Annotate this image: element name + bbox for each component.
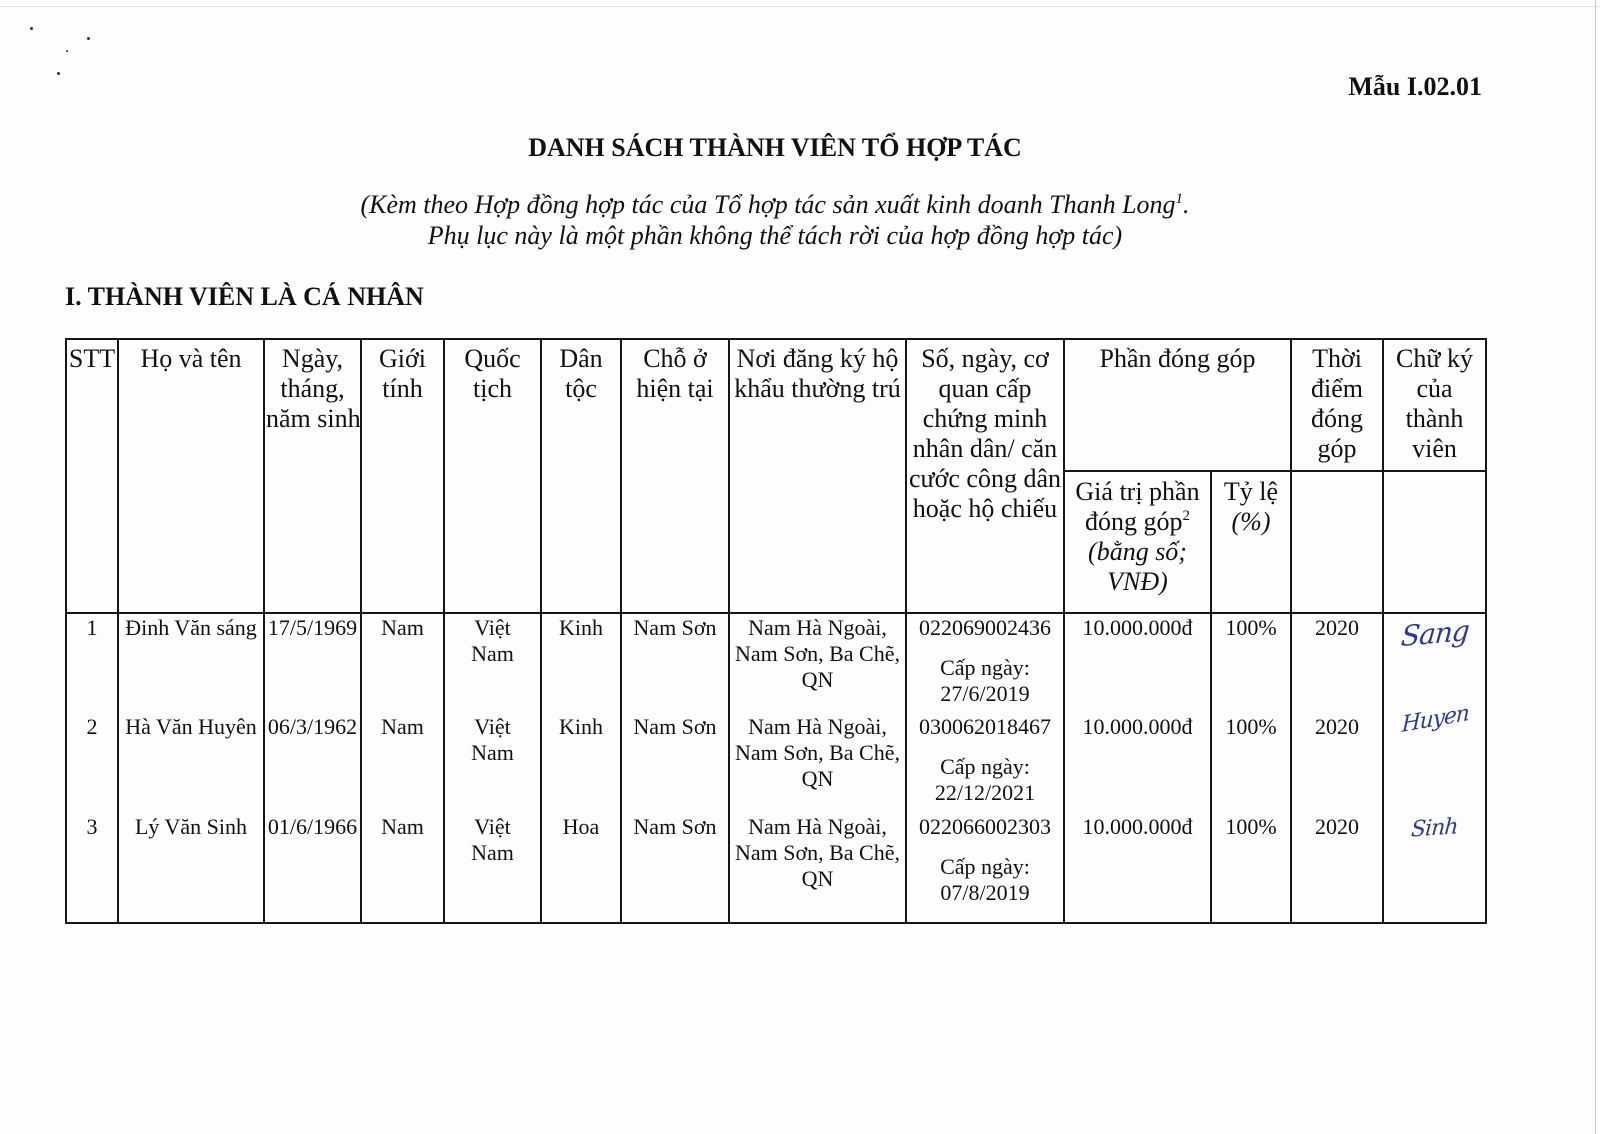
header-line: Chỗ ở: [643, 344, 707, 373]
id-number: 022066002303: [919, 814, 1051, 839]
cell-contribution-ratio: [1211, 713, 1291, 813]
subtitle-line: [65, 189, 1485, 220]
signature: Sinh: [1410, 814, 1459, 843]
cell-stt: [66, 713, 118, 813]
table-row: [66, 613, 1486, 713]
nationality-line: Việt: [474, 814, 511, 839]
header-current-residence: [621, 339, 729, 613]
gender-value: Nam: [381, 814, 424, 839]
address-line: Nam Sơn, Ba Chẽ,: [734, 840, 900, 865]
header-stt: [66, 339, 118, 613]
contribution-time: 2020: [1315, 714, 1359, 739]
cell-current-residence: [621, 713, 729, 813]
id-number: 022069002436: [919, 615, 1051, 640]
header-line: Phần đóng góp: [1099, 344, 1256, 373]
header-line: tịch: [473, 374, 512, 403]
date-of-birth-value: 01/6/1966: [267, 814, 358, 839]
cell-full-name: [118, 613, 264, 713]
cell-contribution-value: [1064, 613, 1211, 713]
header-line: hoặc hộ chiếu: [912, 494, 1058, 523]
cell-signature: [1383, 813, 1486, 923]
header-line: Giới: [379, 344, 426, 373]
header-line: đóng: [1311, 404, 1363, 433]
scan-edge-top: [0, 6, 1600, 7]
header-line: khẩu thường trú: [734, 374, 901, 403]
address-line: Nam Hà Ngoài,: [748, 615, 887, 640]
address-line: QN: [801, 866, 834, 891]
header-empty-cell: [1383, 471, 1486, 613]
date-of-birth-value: 06/3/1962: [267, 714, 358, 739]
address-line: Nam Sơn, Ba Chẽ,: [734, 641, 900, 666]
header-line: (%): [1231, 507, 1271, 536]
section-heading: I. THÀNH VIÊN LÀ CÁ NHÂN: [65, 282, 424, 311]
cell-nationality: [444, 713, 541, 813]
address-line: QN: [801, 667, 834, 692]
scan-speck: [57, 72, 60, 75]
id-issue-label: Cấp ngày:: [940, 754, 1030, 779]
nationality-line: Việt: [474, 615, 511, 640]
header-id-document: [906, 339, 1064, 613]
cell-permanent-address: [729, 613, 906, 713]
full-name-value: Hà Văn Huyên: [125, 714, 257, 739]
gender-value: Nam: [381, 714, 424, 739]
cell-current-residence: [621, 613, 729, 713]
contribution-time: 2020: [1315, 814, 1359, 839]
stt-value: 1: [86, 615, 98, 640]
cell-ethnicity: [541, 613, 621, 713]
cell-gender: [361, 713, 444, 813]
cell-id-document: [906, 813, 1064, 923]
nationality-line: Nam: [471, 840, 514, 865]
signature: Sang: [1399, 613, 1470, 654]
header-line: Quốc: [464, 344, 521, 373]
gender-value: Nam: [381, 615, 424, 640]
header-line: Giá trị phần: [1075, 477, 1200, 506]
id-issue-label: Cấp ngày:: [940, 655, 1030, 680]
current-residence-value: Nam Sơn: [633, 615, 717, 640]
nationality-line: Nam: [471, 740, 514, 765]
id-issue-date: 27/6/2019: [940, 681, 1030, 706]
table-row: [66, 813, 1486, 923]
header-line: nhân dân/ căn: [912, 434, 1058, 463]
address-line: Nam Hà Ngoài,: [748, 814, 887, 839]
subtitle-text-end: .: [1183, 190, 1190, 219]
cell-contribution-value: [1064, 713, 1211, 813]
ethnicity-value: Kinh: [559, 615, 603, 640]
header-line: [1066, 507, 1209, 537]
header-line: Nơi đăng ký hộ: [736, 344, 899, 373]
header-line: điểm: [1311, 374, 1363, 403]
members-table: [65, 338, 1487, 924]
header-line: tháng,: [280, 374, 345, 403]
header-line: cước công dân: [908, 464, 1061, 493]
header-line: năm sinh: [266, 404, 361, 433]
cell-full-name: [118, 813, 264, 923]
header-permanent-address: [729, 339, 906, 613]
subtitle-line: Phụ lục này là một phần không thể tách rời của hợp đồng hợp tác): [427, 221, 1123, 250]
footnote-ref: 2: [1182, 508, 1190, 524]
cell-current-residence: [621, 813, 729, 923]
cell-contribution-time: [1291, 713, 1383, 813]
cell-signature: [1383, 700, 1486, 813]
header-line: Dân: [559, 344, 603, 373]
cell-id-document: [906, 613, 1064, 713]
header-empty-cell: [1291, 471, 1383, 613]
scan-edge-right: [1595, 0, 1596, 1134]
form-code: Mẫu I.02.01: [1348, 72, 1482, 101]
cell-contribution-value: [1064, 813, 1211, 923]
contribution-value: 10.000.000đ: [1082, 814, 1193, 839]
cell-gender: [361, 613, 444, 713]
header-line-text: đóng góp: [1085, 507, 1183, 536]
full-name-value: Đinh Văn sáng: [125, 615, 257, 640]
header-line: Ngày,: [281, 344, 344, 373]
header-contribution-ratio: [1211, 471, 1291, 613]
header-contribution: [1064, 339, 1291, 471]
header-contribution-value: [1064, 471, 1211, 613]
cell-ethnicity: [541, 713, 621, 813]
cell-date-of-birth: [264, 613, 361, 713]
address-line: Nam Hà Ngoài,: [748, 714, 887, 739]
nationality-line: Nam: [471, 641, 514, 666]
header-gender: [361, 339, 444, 613]
header-line: của: [1416, 374, 1453, 403]
contribution-ratio: 100%: [1225, 714, 1277, 739]
contribution-time: 2020: [1315, 615, 1359, 640]
header-line: tộc: [565, 374, 597, 403]
cell-nationality: [444, 613, 541, 713]
header-line: STT: [68, 344, 116, 373]
id-issue-date: 07/8/2019: [940, 880, 1030, 905]
contribution-ratio: 100%: [1225, 615, 1277, 640]
header-line: tính: [382, 374, 423, 403]
cell-contribution-ratio: [1211, 613, 1291, 713]
header-full-name: [118, 339, 264, 613]
id-issue-label: Cấp ngày:: [940, 854, 1030, 879]
cell-id-document: [906, 713, 1064, 813]
footnote-ref: 1: [1175, 191, 1184, 207]
cell-ethnicity: [541, 813, 621, 923]
header-line: Họ và tên: [140, 344, 242, 373]
full-name-value: Lý Văn Sinh: [134, 814, 248, 839]
header-ethnicity: [541, 339, 621, 613]
nationality-line: Việt: [474, 714, 511, 739]
subtitle-text: (Kèm theo Hợp đồng hợp tác của Tổ hợp tác sản xuất kinh doanh Thanh Long: [360, 190, 1176, 219]
cell-permanent-address: [729, 813, 906, 923]
header-line: Số, ngày, cơ: [921, 344, 1049, 373]
stt-value: 3: [86, 814, 98, 839]
header-signature: [1383, 339, 1486, 471]
cell-stt: [66, 813, 118, 923]
header-line: góp: [1317, 434, 1357, 463]
header-line: hiện tại: [636, 374, 714, 403]
scan-speck: [30, 27, 33, 30]
current-residence-value: Nam Sơn: [633, 814, 717, 839]
header-line: quan cấp: [938, 374, 1032, 403]
stt-value: 2: [86, 714, 98, 739]
cell-contribution-time: [1291, 613, 1383, 713]
cell-nationality: [444, 813, 541, 923]
header-line: viên: [1412, 434, 1457, 463]
cell-date-of-birth: [264, 713, 361, 813]
header-line: (bằng số;: [1088, 537, 1187, 566]
cell-permanent-address: [729, 713, 906, 813]
header-line: Tỷ lệ: [1223, 477, 1279, 506]
cell-stt: [66, 613, 118, 713]
header-contribution-time: [1291, 339, 1383, 471]
id-issue-date: 22/12/2021: [934, 780, 1036, 805]
table-row: [66, 713, 1486, 813]
header-line: Chữ ký: [1396, 344, 1473, 373]
header-line: Thời: [1312, 344, 1362, 373]
page-title: DANH SÁCH THÀNH VIÊN TỔ HỢP TÁC: [528, 133, 1022, 162]
scan-speck: [87, 37, 90, 40]
subtitle: [65, 189, 1485, 251]
cell-gender: [361, 813, 444, 923]
id-number: 030062018467: [919, 714, 1051, 739]
cell-date-of-birth: [264, 813, 361, 923]
contribution-value: 10.000.000đ: [1082, 714, 1193, 739]
address-line: Nam Sơn, Ba Chẽ,: [734, 740, 900, 765]
contribution-value: 10.000.000đ: [1082, 615, 1193, 640]
cell-full-name: [118, 713, 264, 813]
header-nationality: [444, 339, 541, 613]
header-line: VNĐ): [1107, 567, 1168, 596]
ethnicity-value: Kinh: [559, 714, 603, 739]
address-line: QN: [801, 766, 834, 791]
header-line: thành: [1405, 404, 1464, 433]
current-residence-value: Nam Sơn: [633, 714, 717, 739]
date-of-birth-value: 17/5/1969: [267, 615, 358, 640]
cell-signature: [1383, 613, 1486, 713]
contribution-ratio: 100%: [1225, 814, 1277, 839]
signature: Huyen: [1400, 700, 1469, 738]
header-line: chứng minh: [922, 404, 1048, 433]
scan-speck: [66, 50, 68, 52]
cell-contribution-ratio: [1211, 813, 1291, 923]
header-date-of-birth: [264, 339, 361, 613]
header-row: [66, 339, 1486, 471]
cell-contribution-time: [1291, 813, 1383, 923]
ethnicity-value: Hoa: [562, 814, 600, 839]
